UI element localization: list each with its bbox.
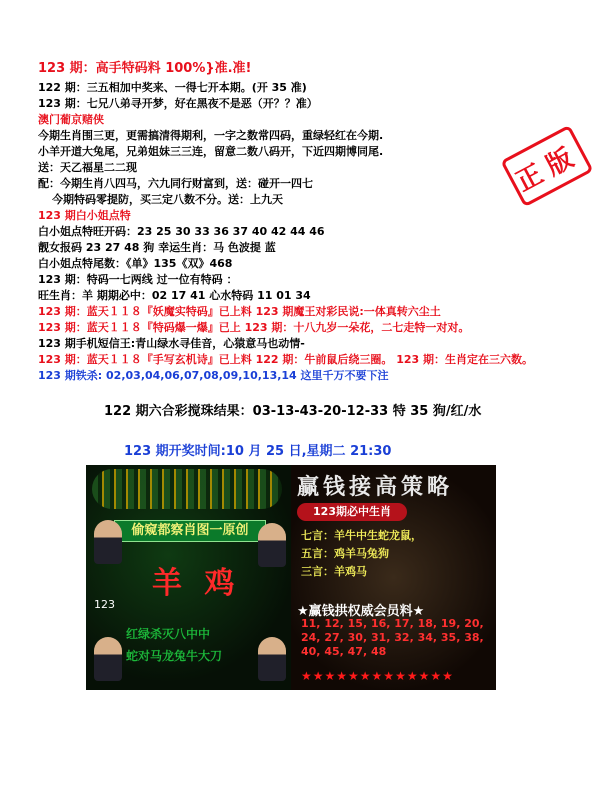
line-7: 配：今期生肖八四马，六九同行财富到，送：碰开一四七: [38, 177, 313, 190]
line-1: 122 期：三五相加中奖来、一得七开本期。(开 35 准): [38, 81, 307, 94]
line-3: 澳门葡京赌侠: [38, 113, 104, 126]
draw-result: 122 期六合彩搅珠结果：03-13-43-20-12-33 特 35 狗/红/水: [104, 404, 482, 419]
line-8: 今期特码零提防，买三定八数不分。送：上九天: [52, 193, 283, 206]
line-13: 123 期：特码一七两线 过一位有特码 ：: [38, 273, 238, 286]
verse-line: 蛇对马龙兔牛大刀: [126, 649, 223, 663]
line-19: 123 期铁杀: 02,03,04,06,07,08,09,10,13,14 这里千万不要下注: [38, 369, 389, 382]
wreath-decoration: [92, 469, 282, 509]
line-9: 123 期白小姐点特: [38, 209, 131, 222]
line-16: 123 期：蓝天１１８『特码爆一爆』已上 123 期：十八九岁一朵花，二七走特一对对。: [38, 321, 470, 334]
line-17: 123 期手机短信王:青山绿水寻佳音，心猿意马也动情-: [38, 337, 305, 350]
poem-line: 七言：羊牛中生蛇龙鼠，: [301, 529, 422, 542]
vip-numbers: 11, 12, 15, 16, 17, 18, 19, 20, 24, 27, 30, 31, 32, 34, 35, 38, 40, 45, 47, 48: [301, 617, 484, 658]
official-stamp: 正版: [500, 125, 593, 208]
promo-banner: [86, 465, 496, 690]
poem-line: 五言：鸡羊马兔狗: [301, 547, 389, 560]
star-row: ★★★★★★★★★★★★★: [301, 669, 454, 683]
line-4: 今期生肖围三更，更需搞清得期利，一字之数常四码，重绿轻红在今期.: [38, 129, 384, 142]
draw-time: 123 期开奖时间:10 月 25 日,星期二 21:30: [124, 444, 392, 459]
issue-number: 123: [94, 598, 115, 611]
line-14: 旺生肖：羊 期期必中：02 17 41 心水特码 11 01 34: [38, 289, 311, 302]
vip-heading: ★赢钱拱权威会员料★: [297, 604, 425, 619]
line-2: 123 期：七兄八弟寻开梦，好在黑夜不是恶（开？？准）: [38, 97, 318, 110]
line-11: 靓女报码 23 27 48 狗 幸运生肖：马 色波提 蓝: [38, 241, 276, 254]
line-18: 123 期：蓝天１１８『手写玄机诗』已上料 122 期：牛前鼠后绕三圈。 123 期：生肖定在三六数。: [38, 353, 534, 366]
zodiac-text: 羊 鸡: [152, 566, 241, 601]
banner-right-heading: 赢钱接高策略: [297, 474, 454, 500]
person-image: [94, 520, 122, 564]
line-10: 白小姐点特旺开码：23 25 30 33 36 37 40 42 44 46: [38, 225, 325, 238]
page-title: 123 期：高手特码料 100%}准.准!: [38, 61, 252, 76]
must-win-badge: 123期必中生肖: [297, 503, 407, 521]
line-12: 白小姐点特尾数：《单》135《双》468: [38, 257, 233, 270]
verse-line: 红绿杀灭八中中: [126, 627, 211, 641]
poem-line: 三言：羊鸡马: [301, 565, 367, 578]
person-image: [94, 637, 122, 681]
line-6: 送：天乙福星二二现: [38, 161, 137, 174]
banner-right-panel: [291, 465, 496, 690]
person-image: [258, 523, 286, 567]
banner-left-title: 偷窥都察肖图一原创: [114, 520, 266, 542]
line-5: 小羊开道大兔尾，兄弟姐妹三三连，留意二数八码开，下近四期博同尾.: [38, 145, 384, 158]
banner-left-panel: [86, 465, 291, 690]
line-15: 123 期：蓝天１１８『妖魔实特码』已上料 123 期魔王对彩民说:一体真转六尘土: [38, 305, 441, 318]
person-image: [258, 637, 286, 681]
